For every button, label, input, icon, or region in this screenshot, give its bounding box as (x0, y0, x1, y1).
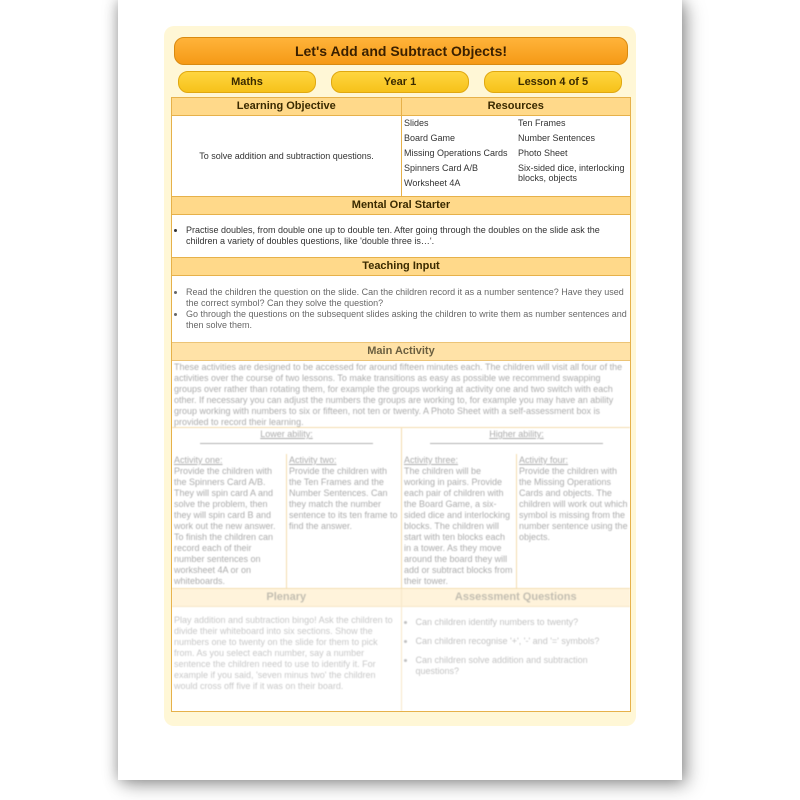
resource-item: Number Sentences (518, 133, 596, 143)
plenary-assessment-row (172, 607, 630, 711)
resources-header: Resources (401, 98, 631, 115)
objective-text: To solve addition and subtraction questions. (199, 151, 374, 161)
resource-item: Six-sided dice, interlocking blocks, objects (518, 163, 625, 183)
assessment-item: • Can children solve addition and subtraction questions? (416, 655, 631, 677)
activity-title: Activity four: (519, 455, 569, 465)
resource-item: Slides (404, 118, 429, 128)
starter-row (172, 215, 630, 258)
objective-header: Learning Objective (172, 98, 401, 115)
year-pill: Year 1 (331, 71, 469, 93)
objective-resources-header (172, 98, 630, 116)
activity-text: The children will be working in pairs. Provide each pair of children with the Board Game, a six-sided dice and interlocking blocks. The children will start with ten blocks each in a tower. As they move around the board they will add or subtract blocks from their tower. (404, 466, 513, 586)
activities-row (172, 428, 630, 589)
starter-header: Mental Oral Starter (172, 197, 630, 215)
resources-right-list (516, 116, 630, 196)
assessment-list (401, 607, 631, 711)
teaching-item: • Go through the questions on the subsequent slides asking the children to write them as number sentences and then solve them. (186, 309, 630, 331)
starter-text: • Practise doubles, from double one up to double ten. After going through the doubles on the slide ask the children a variety of doubles questions, like 'double three is…'. (186, 225, 630, 247)
objective-resources-row (172, 116, 630, 197)
plenary-assessment-header (172, 589, 630, 607)
activity-text: Provide the children with the Spinners Card A/B. They will spin card A and solve the problem, then they will spin card B and work out the new answer. To finish the children can record each of their number sentences on worksheet 4A or on whiteboards. (174, 466, 276, 586)
page-title: Let's Add and Subtract Objects! (174, 37, 628, 65)
resource-item: Ten Frames (518, 118, 566, 128)
main-row (172, 361, 630, 428)
activity-title: Activity three: (404, 455, 459, 465)
resource-item: Board Game (404, 133, 456, 143)
activity-two (287, 454, 401, 588)
resource-item: Spinners Card A/B (404, 163, 479, 173)
activity-one (172, 454, 287, 588)
resource-item: Missing Operations Cards (404, 148, 508, 158)
resource-item: Photo Sheet (518, 148, 568, 158)
lower-ability-arrow (200, 443, 373, 452)
plenary-text: Play addition and subtraction bingo! Ask the children to divide their whiteboard into six sections. Show the numbers one to twenty on the slide for them to pick from. As you select each number, say a number sentence the children need to use to identify it. For example if you said, 'seven minus two' the children would cross off five if it was on their board. (174, 615, 393, 691)
lesson-pill: Lesson 4 of 5 (484, 71, 622, 93)
main-header: Main Activity (172, 343, 630, 361)
resource-item: Worksheet 4A (404, 178, 461, 188)
activity-text: Provide the children with the Ten Frames and the Number Sentences. Can they match the number sentence to its ten frame to find the answer. (289, 466, 398, 531)
activity-three (402, 454, 517, 588)
resources-left-list (401, 116, 516, 196)
subject-pill: Maths (178, 71, 316, 93)
activity-title: Activity two: (289, 455, 337, 465)
lesson-table (171, 97, 631, 712)
teaching-header: Teaching Input (172, 258, 630, 276)
higher-ability-arrow (430, 443, 603, 452)
higher-ability-section (401, 428, 631, 588)
teaching-item: • Read the children the question on the slide. Can the children record it as a number sentence? Have they used the correct symbol? Can they solve the question? (186, 287, 630, 309)
higher-ability-label: Higher ability: (489, 429, 544, 439)
assessment-item: • Can children recognise '+', '-' and '=' symbols? (416, 636, 631, 647)
lower-ability-label: Lower ability: (260, 429, 313, 439)
lower-ability-section (172, 428, 401, 588)
activity-four (517, 454, 631, 588)
teaching-row (172, 276, 630, 343)
assessment-item: • Can children identify numbers to twenty? (416, 617, 631, 628)
main-text: These activities are designed to be accessed for around fifteen minutes each. The children will visit all four of the activities over the course of two lessons. To make transitions as easy as possible we recommend swapping groups over rather than rotating them, for example the groups working at activity one and two switch with each other. If necessary you can adjust the numbers the groups are working to, for example you may have an ability group working with numbers to six or fifteen, not ten or twenty. A Photo Sheet with a self-assessment box is provided to record their learning. (174, 362, 623, 427)
plenary-header: Plenary (172, 589, 401, 606)
activity-title: Activity one: (174, 455, 223, 465)
assessment-header: Assessment Questions (401, 589, 631, 606)
activity-text: Provide the children with the Missing Operations Cards and objects. The children will work out which symbol is missing from the number sentence using the objects. (519, 466, 628, 542)
